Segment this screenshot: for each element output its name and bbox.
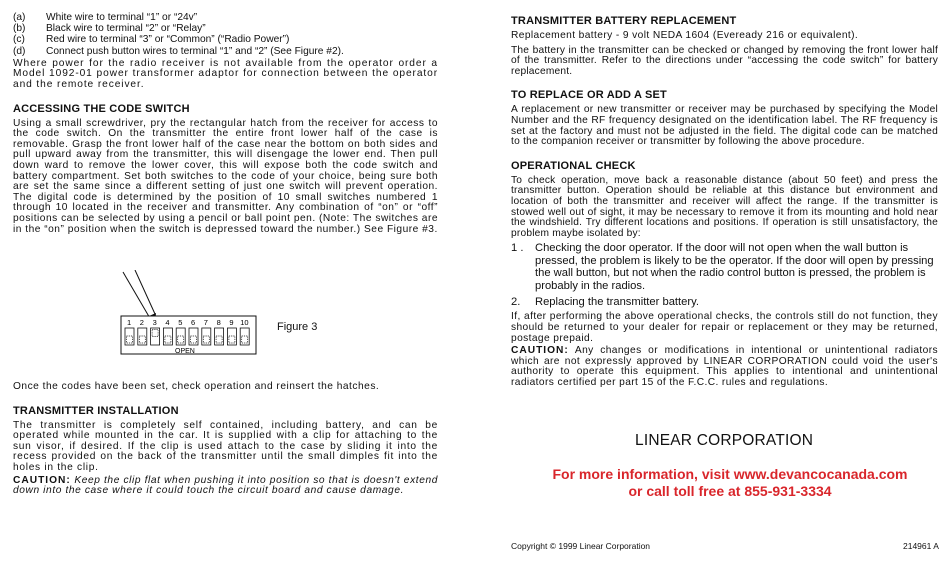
check-item: 2. Replacing the transmitter battery. [511, 295, 699, 308]
switch-toggle [216, 336, 222, 343]
left-lower [13, 382, 438, 497]
check-heading: OPERATIONAL CHECK [511, 159, 636, 172]
replace-body: A replacement or new transmitter or receiver may be purchased by specifying the Model Number and the RF frequency designated on the identification label. The RF frequency is set at the factory and must not be adjusted in the field. The digital code can be matched to the companion receiver or transmitter by following the above procedure. [511, 104, 938, 148]
promo-phone: or call toll free at 855-931-3334 [628, 483, 832, 499]
promo-website: For more information, visit www.devancocanada.com [552, 466, 908, 482]
wiring-item: (a) White wire to terminal “1” or “24v” [13, 12, 198, 23]
switch-toggle [203, 336, 209, 343]
figure-3-dip-switch [113, 270, 323, 360]
copyright: Copyright © 1999 Linear Corporation [511, 541, 651, 551]
switch-number: 3 [152, 318, 157, 327]
power-note: Where power for the radio receiver is not available from the operator order a Model 1092-01 power transformer adaptor for connection between the operator and the remote receiver. [13, 57, 438, 90]
check-item: 1 . Checking the door operator. If the door will not open when the wall button is pressed, the problem is likely to be the operator. If the door will open by pressing the wall button, but not when the radio control button is pressed, the problem is probably in the radios. [511, 242, 934, 292]
check-body: To check operation, move back a reasonable distance (about 50 feet) and press the transmitter button. Operation should be reliable at this distance but environment and location of both the transmitter and receiver will affect the range. If the transmitter is stowed well out of sight, it may be necessary to remove it from its mounting and hold near the windshield. Try different locations and positions. If operation is still unsatisfactory, the problem maybe isolated by: [511, 174, 938, 239]
installation-body: The transmitter is completely self contained, including battery, and can be operated while mounted in the car. It is supplied with a clip for attaching to the sun visor, if desired. If the clip is used attach to the case by sliding it into the recess provided on the back of the transmitter until the small dimples fit into the holes in the clip. [13, 419, 438, 473]
dip-switch-illustration [113, 270, 323, 360]
code-switch-body: Using a small screwdriver, pry the rectangular hatch from the receiver for access to the code switch. On the transmitter the entire front lower half of the case is removable. Grasp the front lower half of the case near the bottom on both sides and pull upward away from the transmitter, this will disengage the lower end. Then pull down ward to remove the lower cover, this will expose both the code switch and battery compartment. Set both switches to the code of your choice, being sure both are set the same since a different setting of just one switch will prevent operation. The digital code is determined by the position of 10 small switches numbered 1 through 10 located in the receiver and transmitter. Any combination of “on” or “off” positions can be selected by using a pencil or ball point pen. (Note: The switches are in the “on” position when the switch is depressed toward the number.) See Figure #3. [13, 117, 438, 235]
switch-number: 10 [240, 318, 249, 327]
switch-number: 7 [203, 318, 208, 327]
battery-body: The battery in the transmitter can be checked or changed by removing the front lower half of the transmitter. Refer to the directions under “accessing the code switch” for battery replacement. [511, 44, 938, 77]
left-column [13, 0, 438, 235]
switch-number: 8 [216, 318, 221, 327]
wiring-item: (c) Red wire to terminal “3” or “Common” (“Radio Power”) [13, 34, 290, 46]
switch-number: 1 [127, 318, 132, 327]
document-code: 214961 A [903, 541, 939, 551]
open-label: OPEN [175, 348, 195, 355]
switch-toggle [229, 336, 235, 343]
check-after: If, after performing the above operational checks, the controls still do not function, they should be returned to your dealer for repair or replacement or they may be returned, postage prepaid. [511, 311, 938, 344]
switch-toggle [165, 336, 171, 343]
company-name: LINEAR CORPORATION [635, 432, 814, 449]
check-caution [511, 346, 938, 388]
installation-heading: TRANSMITTER INSTALLATION [13, 404, 179, 417]
switch-toggle [152, 330, 158, 337]
wiring-item: (d) Connect push button wires to terminal “1” and “2” (See Figure #2). [13, 45, 344, 57]
switch-number: 9 [229, 318, 234, 327]
code-switch-heading: ACCESSING THE CODE SWITCH [13, 102, 190, 115]
wiring-item: (b) Black wire to terminal “2” or “Relay” [13, 23, 206, 35]
replace-heading: TO REPLACE OR ADD A SET [511, 89, 667, 102]
switch-toggle [178, 336, 184, 343]
right-column [511, 0, 938, 389]
wiring-list [13, 12, 438, 57]
caution-label: CAUTION: [511, 345, 569, 357]
switch-toggle [191, 336, 197, 343]
figure-label: Figure 3 [277, 321, 318, 333]
battery-line: Replacement battery - 9 volt NEDA 1604 (Eveready 216 or equivalent). [511, 30, 859, 41]
battery-heading: TRANSMITTER BATTERY REPLACEMENT [511, 15, 737, 27]
caution-label: CAUTION: [13, 474, 71, 486]
installation-caution [13, 476, 438, 497]
switch-number: 2 [139, 318, 144, 327]
switch-toggle [139, 336, 145, 343]
switch-number: 6 [191, 318, 196, 327]
codes-set-text: Once the codes have been set, check operation and reinsert the hatches. [13, 381, 380, 392]
caution-text: Keep the clip flat when pushing it into position so that is doesn't extend down into the case where it could touch the circuit board and cause damage. [13, 474, 438, 497]
switch-number: 4 [165, 318, 170, 327]
switch-number: 5 [178, 318, 183, 327]
check-list [511, 242, 938, 308]
switch-toggle [127, 336, 133, 343]
caution-text: Any changes or modifications in intentional or unintentional radiators which are not expressly approved by LINEAR CORPORATION could void the user's authority to operate this equipment. This applies to intentional and unintentional radiators certified per part 15 of the F.C.C. rules and regulations. [511, 345, 939, 388]
switch-toggle [242, 336, 248, 343]
